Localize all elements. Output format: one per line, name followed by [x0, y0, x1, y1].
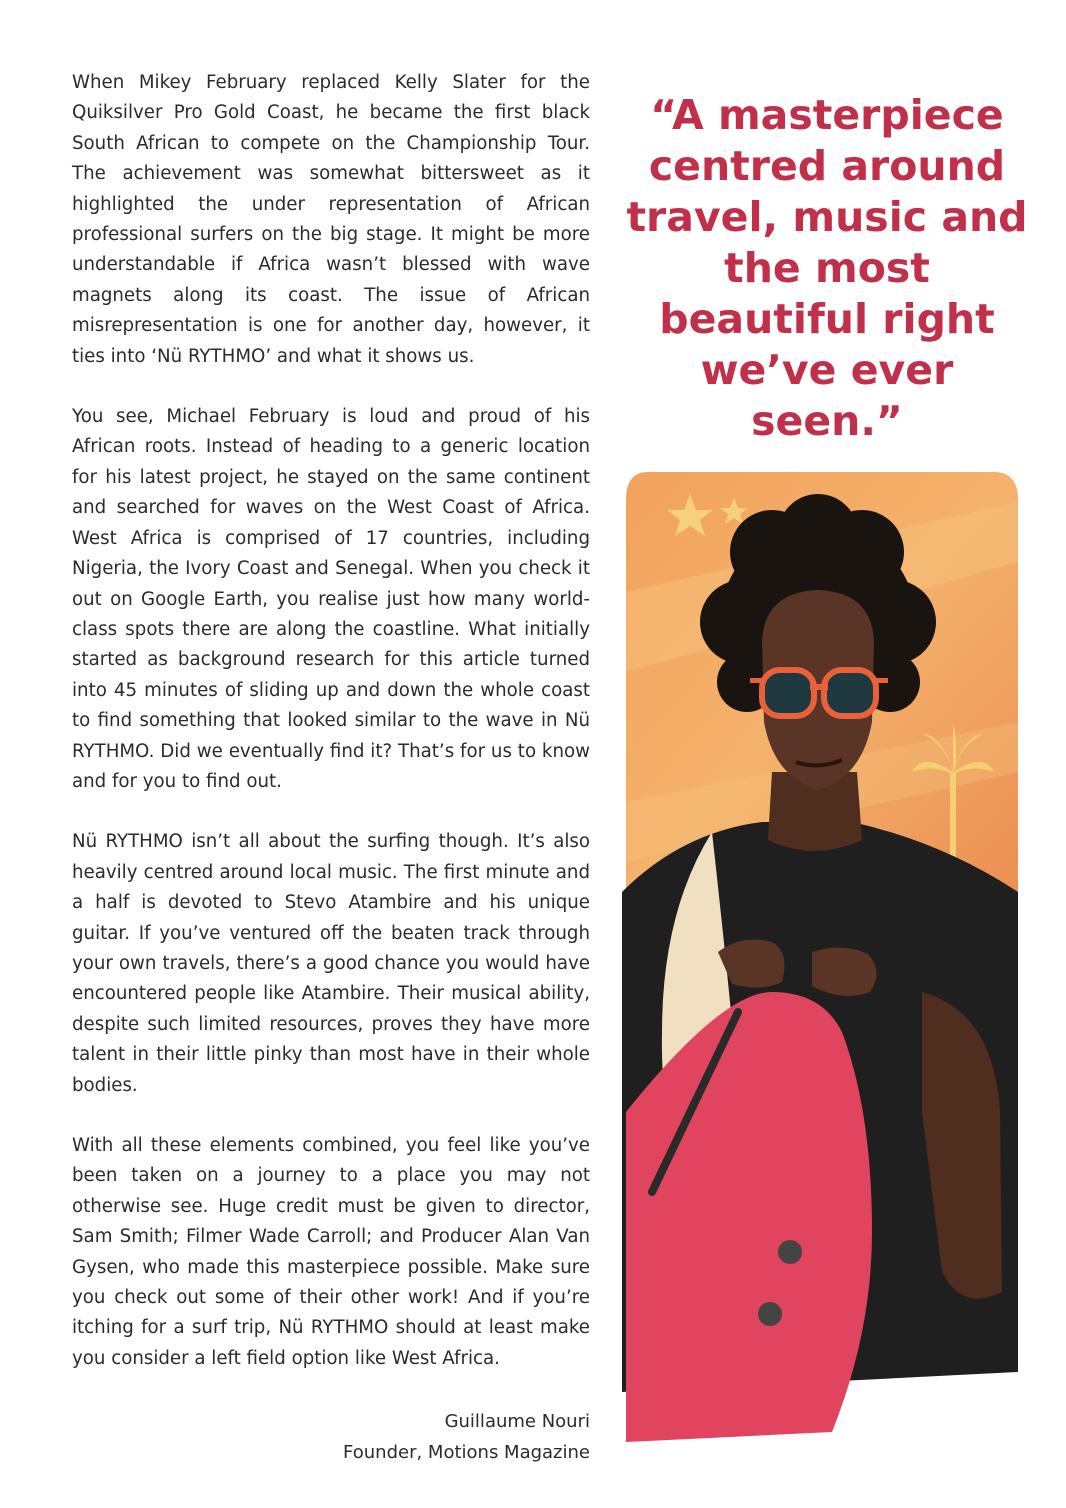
article-paragraph-1: When Mikey February replaced Kelly Slater for the Quiksilver Pro Gold Coast, he became the first black South African to compete on the Championship Tour. The achievement was somewhat bittersweet as it highlighted the under representation of African professional surfers on the big stage. It might be more understandable if Africa wasn’t blessed with wave magnets along its coast. The issue of African misrepresentation is one for another day, however, it ties into ‘Nü RYTHMO’ and what it shows us. [72, 72, 590, 367]
article-paragraph-4: With all these elements combined, you feel like you’ve been taken on a journey to a place you may not otherwise see. Huge credit must be given to director, Sam Smith; Filmer Wade Carroll; and Producer Alan Van Gysen, who made this masterpiece possible. Make sure you check out some of their other work! And if you’re itching for a surf trip, Nü RYTHMO should at least make you consider a left field option like West Africa. [72, 1135, 590, 1369]
fin-screw-icon [778, 1240, 802, 1264]
author-signature [343, 1406, 590, 1468]
author-role: Founder, Motions Magazine [343, 1442, 590, 1463]
article-paragraph-2: You see, Michael February is loud and proud of his African roots. Instead of heading to a generic location for his latest project, he stayed on the same continent and searched for waves on the West Coast of Africa. West Africa is comprised of 17 countries, including Nigeria, the Ivory Coast and Senegal. When you check it out on Google Earth, you realise just how many world-class spots there are along the coastline. What initially started as background research for this article turned into 45 minutes of sliding up and down the whole coast to find something that looked similar to the wave in Nü RYTHMO. Did we eventually find it? That’s for us to know and for you to find out. [72, 406, 590, 792]
pull-quote: “A masterpiece centred around travel, music and the most beautiful right we’ve ever seen.” [626, 91, 1028, 445]
fin-screw-icon [758, 1302, 782, 1326]
article-body [72, 68, 590, 1404]
author-name: Guillaume Nouri [444, 1411, 590, 1432]
surfer-illustration-svg [622, 472, 1022, 1472]
right-hand [812, 947, 877, 995]
surfer-illustration [622, 472, 1022, 1472]
article-paragraph-3: Nü RYTHMO isn’t all about the surfing though. It’s also heavily centred around local music. The first minute and a half is devoted to Stevo Atambire and his unique guitar. If you’ve ventured off the beaten track through your own travels, there’s a good chance you would have encountered people like Atambire. Their musical ability, despite such limited resources, proves they have more talent in their little pinky than most have in their whole bodies. [72, 831, 590, 1096]
